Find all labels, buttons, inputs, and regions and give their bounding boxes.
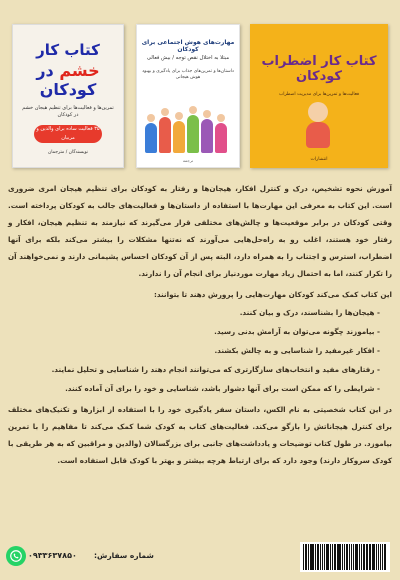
anger-cover-subtitle: تمرین‌ها و فعالیت‌ها برای تنظیم هیجان خشم در کودکان (22, 105, 114, 118)
social-cover-footer: ترجمه (182, 158, 194, 163)
barcode (300, 542, 390, 572)
anger-book-cover (12, 24, 124, 168)
skill-item: - رفتارهای مفید و انتخاب‌های سازگارتری که می‌توانند انجام دهند را شناسایی و تحلیل نمایند. (8, 360, 392, 379)
order-footer (0, 540, 400, 580)
anger-cover-authors: نویسندگان / مترجمان (47, 150, 89, 155)
social-skills-book-cover (136, 24, 240, 168)
skill-item: - بیاموزند چگونه می‌توان به آرامش بدنی رسید. (8, 322, 392, 341)
anxiety-book-cover (250, 24, 388, 168)
skills-heading: این کتاب کمک می‌کند کودکان مهارت‌هایی را پرورش دهند تا بتوانند: (153, 290, 392, 299)
children-illustration (143, 99, 233, 153)
book-description (8, 180, 392, 469)
anger-cover-title-mid: خشم (59, 61, 100, 80)
social-cover-blurb: داستان‌ها و تمرین‌های جذاب برای یادگیری و بهبود هوش هیجانی (142, 69, 234, 80)
skills-list (8, 303, 392, 398)
social-cover-title: مهارت‌های هوش اجتماعی برای کودکان (141, 39, 235, 53)
anger-cover-badge: ۳۵ فعالیت ساده برای والدین و مربیان (34, 125, 102, 143)
description-paragraph-2: در این کتاب شخصیتی به نام الکس، داستان سفر یادگیری خود را با استفاده از ابزارها و تکنیک‌های مختلف برای کنترل هیجاناتش را بازگو می‌کند. فعالیت‌های کتاب به کودک شما کمک می‌کند تا مفاهیم را با تمرین بیاموزد. در طول کتاب توضیحات و یادداشت‌های جانبی برای بزرگسالان (والدین و مراقبین که به هر طریقی با کودک سروکار دارند) وجود دارد که برای ارتباط هرچه بیشتر و بهتر با کودک قابل استفاده است. (8, 405, 392, 465)
anxiety-cover-title: کتاب کار اضطراب کودکان (261, 54, 377, 84)
anger-cover-title-suffix: در کودکان (36, 61, 97, 99)
anger-cover-title (13, 61, 123, 99)
skill-item: - شرایطی را که ممکن است برای آنها دشوار باشد، شناسایی و خود را برای آن آماده کنند. (8, 379, 392, 398)
child-character-illustration (298, 100, 338, 148)
description-paragraph-1: آموزش نحوه تشخیص، درک و کنترل افکار، هیجان‌ها و رفتار به کودکان برای تنظیم هیجان امری ضروری است. این کتاب به معرفی این مهارت‌ها با استفاده از داستان‌ها و فعالیت‌های جالب به کودکان پرداخته است. وقتی کودکان در برابر موقعیت‌ها و چالش‌های مختلفی قرار می‌گیرند که نیازمند به تنظیم هیجان، افکار و رفتار خود هستند، اغلب رو به راه‌حل‌هایی می‌آورند که نه‌تنها مشکلات را بیشتر می‌کند بلکه برای آنها اضطراب، استرس و اجتناب را به همراه دارد، البته پس از آن کودکان احساس پشیمانی دارند و نمی‌خواهند آن را تکرار کنند، اما به احتمال زیاد مهارت موردنیاز برای انجام آن را ندارند. (8, 184, 392, 278)
anger-cover-title-top: کتاب کار (36, 41, 100, 59)
anxiety-cover-subtitle: فعالیت‌ها و تمرین‌ها برای مدیریت اضطراب (278, 92, 360, 97)
order-phone-number[interactable]: ۰۹۳۳۶۳۷۸۵۰ (28, 551, 77, 560)
skill-item: - افکار غیرمفید را شناسایی و به چالش بکشند. (8, 341, 392, 360)
social-cover-subtitle: مبتلا به اختلال نقص توجه / بیش فعالی (146, 55, 230, 61)
anxiety-cover-footer: انتشارات (310, 157, 328, 162)
book-covers (0, 0, 400, 180)
order-label: شماره سفارش: (94, 551, 154, 560)
whatsapp-icon[interactable] (6, 546, 26, 566)
skill-item: - هیجان‌ها را بشناسند، درک و بیان کنند. (8, 303, 392, 322)
